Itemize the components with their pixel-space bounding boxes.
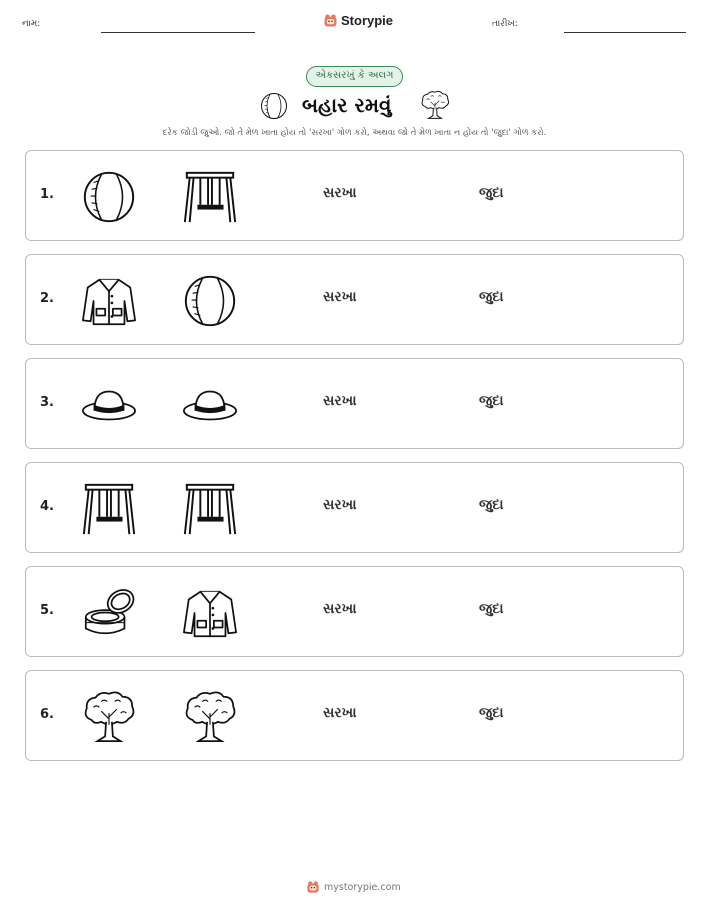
name-label: નામ:: [22, 19, 41, 29]
instructions: દરેક જોડી જુઓ. જો તે મેળ ખાતા હોય તો 'સરખા' ગોળ કરો, અથવા જો તે મેળ ખાતા ન હોય તો 'જુદા' ગોળ કરો.: [162, 128, 547, 138]
worksheet-header: [0, 0, 709, 40]
different-option[interactable]: જુદા: [479, 393, 504, 409]
sun-hat-icon: [181, 376, 239, 434]
question-number: 3.: [40, 395, 54, 410]
baseball-icon: [181, 272, 239, 330]
tree-icon: [419, 89, 451, 121]
swing-icon: [80, 480, 138, 538]
swing-icon: [181, 480, 239, 538]
different-option[interactable]: જુદા: [479, 705, 504, 721]
question-number: 1.: [40, 187, 54, 202]
page-title: બહાર રમવું: [302, 93, 392, 117]
same-option[interactable]: સરખા: [323, 289, 357, 305]
different-option[interactable]: જુદા: [479, 601, 504, 617]
same-option[interactable]: સરખા: [323, 601, 357, 617]
question-card: [25, 150, 684, 241]
different-option[interactable]: જુદા: [479, 289, 504, 305]
tree-icon: [181, 688, 239, 746]
different-option[interactable]: જુદા: [479, 185, 504, 201]
question-card: [25, 254, 684, 345]
tree-icon: [80, 688, 138, 746]
name-line[interactable]: [101, 32, 255, 33]
question-card: [25, 566, 684, 657]
question-number: 6.: [40, 707, 54, 722]
same-option[interactable]: સરખા: [323, 705, 357, 721]
brand-name: Storypie: [341, 13, 394, 28]
question-card: [25, 462, 684, 553]
sun-hat-icon: [80, 376, 138, 434]
same-option[interactable]: સરખા: [323, 393, 357, 409]
jacket-icon: [181, 584, 239, 642]
sunscreen-jar-icon: [80, 584, 138, 642]
date-label: તારીખ:: [492, 19, 518, 29]
question-card: [25, 670, 684, 761]
same-option[interactable]: સરખા: [323, 185, 357, 201]
mascot-icon: [323, 13, 338, 28]
baseball-icon: [80, 168, 138, 226]
question-number: 5.: [40, 603, 54, 618]
question-number: 2.: [40, 291, 54, 306]
same-option[interactable]: સરખા: [323, 497, 357, 513]
jacket-icon: [80, 272, 138, 330]
mascot-icon: [306, 880, 320, 894]
topic-badge: એકસરખું કે અલગ: [306, 66, 403, 87]
footer-site[interactable]: mystorypie.com: [324, 881, 401, 893]
different-option[interactable]: જુદા: [479, 497, 504, 513]
swing-icon: [181, 168, 239, 226]
question-number: 4.: [40, 499, 54, 514]
brand-logo: [323, 13, 393, 28]
baseball-icon: [259, 91, 289, 121]
question-card: [25, 358, 684, 449]
date-line[interactable]: [564, 32, 686, 33]
title-row: [0, 88, 709, 124]
footer: [306, 880, 401, 894]
